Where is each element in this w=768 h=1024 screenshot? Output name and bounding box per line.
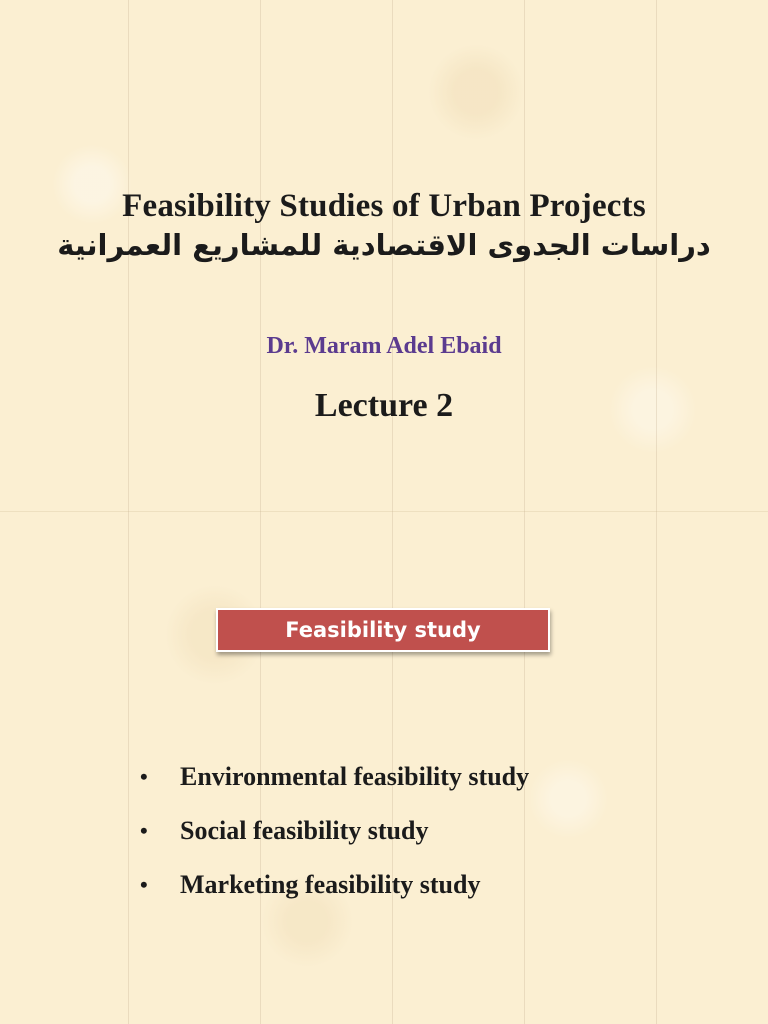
section-header-label: Feasibility study xyxy=(285,618,481,642)
list-item xyxy=(140,858,529,912)
list-item xyxy=(140,750,529,804)
bullet-icon: • xyxy=(140,764,148,789)
section-header-box xyxy=(216,608,550,652)
bullet-list xyxy=(140,750,529,912)
slide-title-english: Feasibility Studies of Urban Projects xyxy=(122,188,646,224)
slide-title-arabic: دراسات الجدوى الاقتصادية للمشاريع العمرانية xyxy=(57,228,711,262)
list-item-text: Social feasibility study xyxy=(180,816,429,845)
author-name: Dr. Maram Adel Ebaid xyxy=(266,333,502,359)
lecture-number: Lecture 2 xyxy=(314,387,454,424)
list-item xyxy=(140,804,529,858)
content-slide xyxy=(0,512,768,1024)
bullet-icon: • xyxy=(140,872,148,897)
bullet-icon: • xyxy=(140,818,148,843)
list-item-text: Marketing feasibility study xyxy=(180,870,481,899)
list-item-text: Environmental feasibility study xyxy=(180,762,530,791)
